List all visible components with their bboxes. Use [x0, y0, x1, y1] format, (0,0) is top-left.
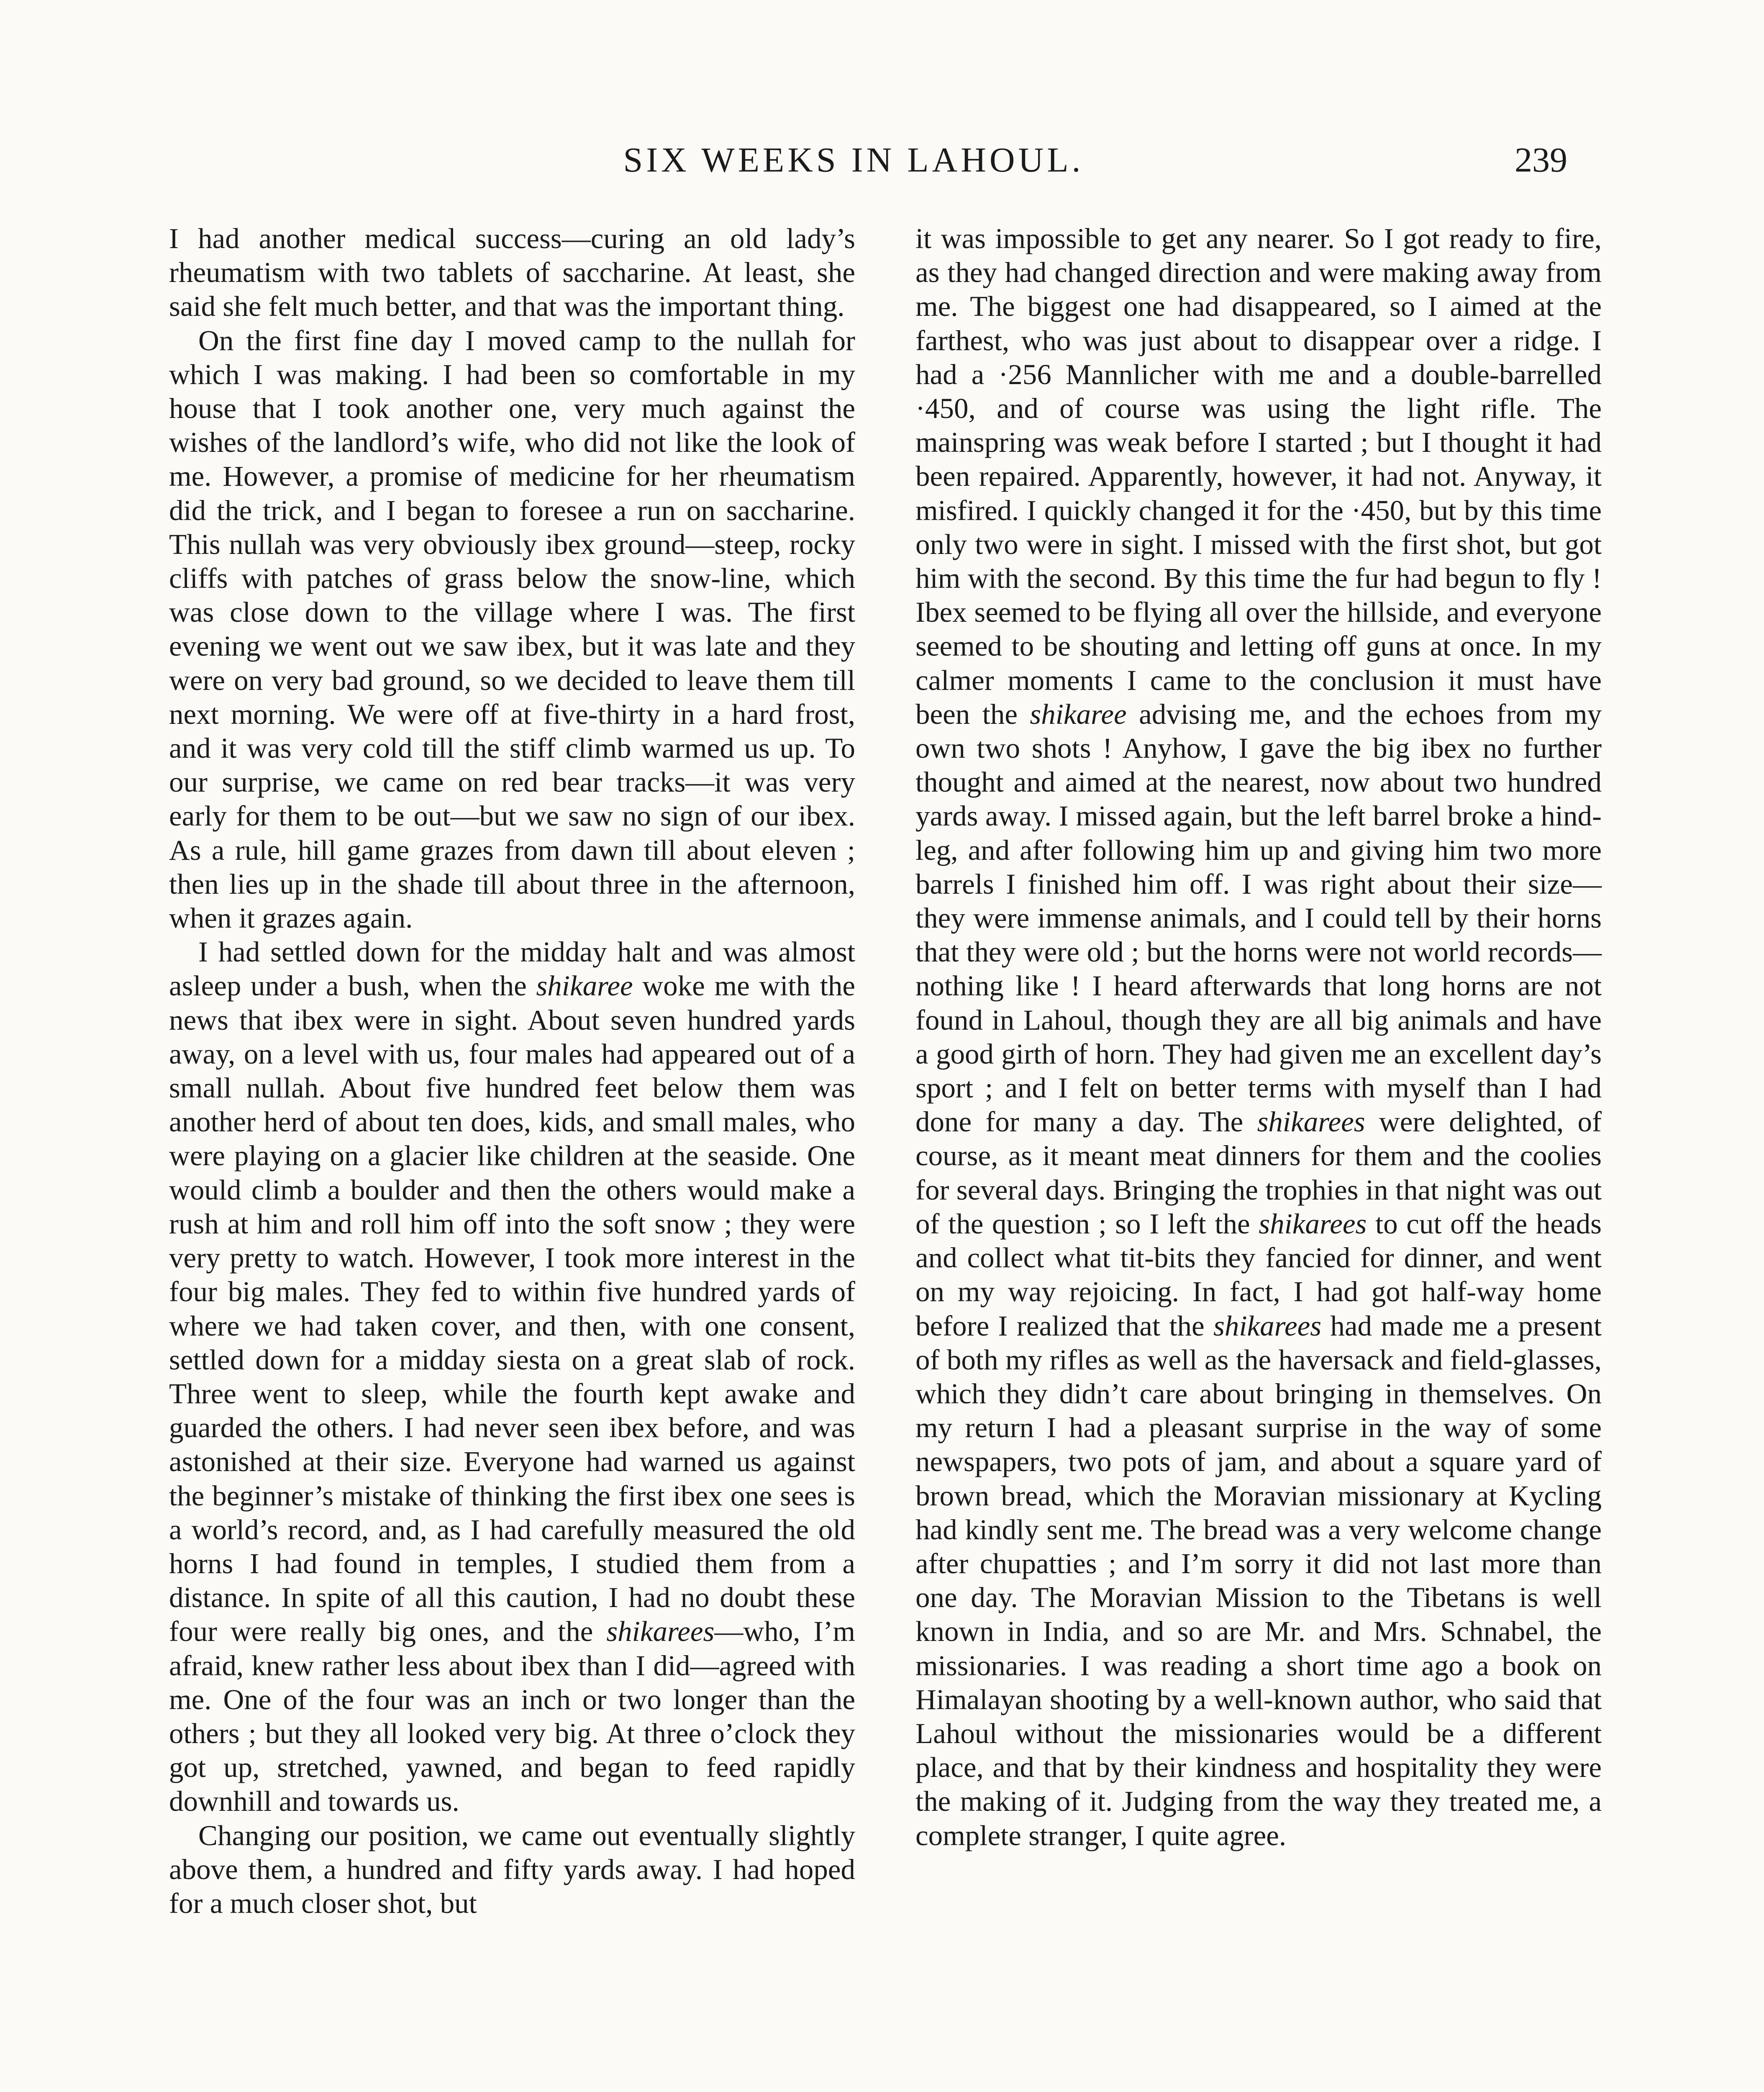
italic-term: shikarees [1257, 1106, 1365, 1138]
running-head: SIX WEEKS IN LAHOUL. [623, 141, 1084, 179]
text-run: it was impossible to get any nearer. So I got ready to fire, as they had changed direction and were making away from me. The biggest one had disappeared, so I aimed at the farthest, who was just about to disappear over a ridge. I had a ·256 Mannlicher with me and a double-barrelled ·450, and of course was using the light rifle. The mainspring was weak before I started ; but I thought it had been repaired. Apparently, however, it had not. Anyway, it misfired. I quickly changed it for the ·450, but by this time only two were in sight. I missed with the first shot, but got him with the second. By this time the fur had begun to fly ! Ibex seemed to be flying all over the hillside, and everyone seemed to be shouting and letting off guns at once. In my calmer moments I came to the conclusion it must have been the [915, 223, 1602, 730]
paragraph [169, 935, 855, 1818]
text-run: I had settled down for the midday halt and was almost asleep under a bush, when the [169, 936, 855, 1002]
italic-term: shikaree [1030, 698, 1127, 730]
paragraph: I had another medical success—curing an old lady’s rheumatism with two tablets of saccharine. At least, she said she felt much better, and that was the important thing. [169, 223, 855, 323]
page-header [0, 137, 1764, 183]
paragraph: On the first fine day I moved camp to the nullah for which I was making. I had been so comfortable in my house that I took another one, very much against the wishes of the landlord’s wife, who did not like the look of me. However, a promise of medicine for her rheumatism did the trick, and I began to foresee a run on saccharine. This nullah was very obviously ibex ground—steep, rocky cliffs with patches of grass below the snow-line, which was close down to the village where I was. The first evening we went out we saw ibex, but it was late and they were on very bad ground, so we decided to leave them till next morning. We were off at five-thirty in a hard frost, and it was very cold till the stiff climb warmed us up. To our surprise, we came on red bear tracks—it was very early for them to be out—but we saw no sign of our ibex. As a rule, hill game grazes from dawn till about eleven ; then lies up in the shade till about three in the afternoon, when it grazes again. [169, 324, 855, 934]
left-column [169, 222, 855, 1920]
text-run: woke me with the news that ibex were in sight. About seven hundred yards away, on a level with us, four males had appeared out of a small nullah. About five hundred feet below them was another herd of about ten does, kids, and small males, who were playing on a glacier like children at the seaside. One would climb a boulder and then the others would make a rush at him and roll him off into the soft snow ; they were very pretty to watch. However, I took more interest in the four big males. They fed to within five hundred yards of where we had taken cover, and then, with one consent, settled down for a midday siesta on a great slab of rock. Three went to sleep, while the fourth kept awake and guarded the others. I had never seen ibex before, and was astonished at their size. Everyone had warned us against the beginner’s mistake of thinking the first ibex one sees is a world’s record, and, as I had carefully measured the old horns I had found in temples, I studied them from a distance. In spite of all this caution, I had no doubt these four were really big ones, and the [169, 970, 855, 1648]
text-run: were delighted, of course, as it meant meat dinners for them and the coolies for several days. Bringing the trophies in that night was out of the question ; so I left the [915, 1106, 1602, 1240]
text-run: advising me, and the echoes from my own two shots ! Anyhow, I gave the big ibex no further thought and aimed at the nearest, now about two hundred yards away. I missed again, but the left barrel broke a hind-leg, and after following him up and giving him two more barrels I finished him off. I was right about their size—they were immense animals, and I could tell by their horns that they were old ; but the horns were not world records—nothing like ! I heard afterwards that long horns are not found in Lahoul, though they are all big animals and have a good girth of horn. They had given me an excellent day’s sport ; and I felt on better terms with myself than I had done for many a day. The [915, 698, 1602, 1138]
italic-term: shikarees [1259, 1208, 1367, 1240]
italic-term: shikarees [1213, 1310, 1322, 1342]
paragraph [915, 222, 1602, 1853]
text-run: —who, I’m afraid, knew rather less about ibex than I did—agreed with me. One of the four was an inch or two longer than the others ; but they all looked very big. At three o’clock they got up, stretched, yawned, and began to feed rapidly downhill and towards us. [169, 1615, 855, 1818]
text-run: had made me a present of both my rifles as well as the haversack and field-glasses, which they didn’t care about bringing in themselves. On my return I had a pleasant surprise in the way of some newspapers, two pots of jam, and about a square yard of brown bread, which the Moravian missionary at Kycling had kindly sent me. The bread was a very welcome change after chupatties ; and I’m sorry it did not last more than one day. The Moravian Mission to the Tibetans is well known in India, and so are Mr. and Mrs. Schnabel, the missionaries. I was reading a short time ago a book on Himalayan shooting by a well-known author, who said that Lahoul without the missionaries would be a different place, and that by their kindness and hospitality they were the making of it. Judging from the way they treated me, a complete stranger, I quite agree. [915, 1310, 1602, 1851]
text-run: to cut off the heads and collect what tit-bits they fancied for dinner, and went on my way rejoicing. In fact, I had got half-way home before I realized that the [915, 1208, 1602, 1342]
italic-term: shikarees [606, 1615, 715, 1648]
italic-term: shikaree [536, 970, 633, 1002]
page-number: 239 [1515, 141, 1567, 179]
paragraph: Changing our position, we came out eventually slightly above them, a hundred and fifty yards away. I had hoped for a much closer shot, but [169, 1819, 855, 1919]
right-column [915, 222, 1602, 1853]
